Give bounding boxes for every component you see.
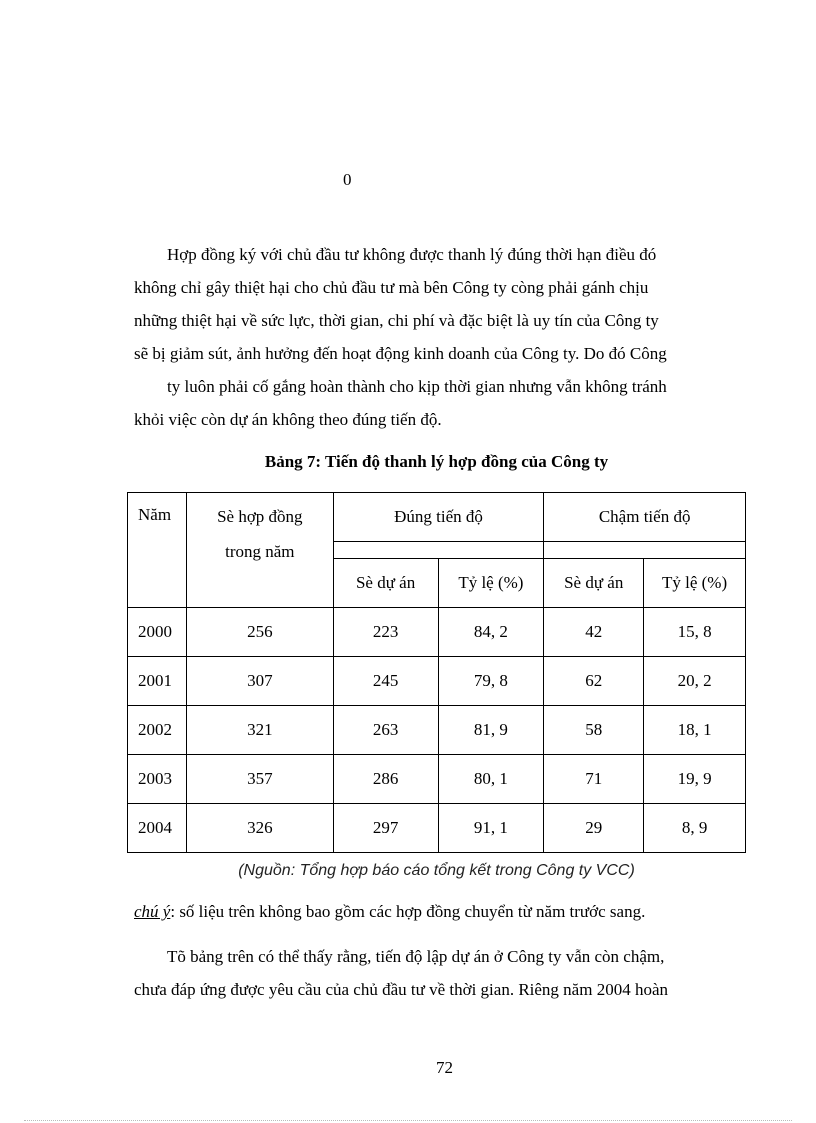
table-row bbox=[128, 608, 746, 657]
cell-late-ratio: 20, 2 bbox=[644, 657, 746, 706]
cell-late-ratio: 15, 8 bbox=[644, 608, 746, 657]
header-ontime: Đúng tiến độ bbox=[333, 493, 544, 542]
paragraph-1-line: Hợp đồng ký với chủ đầu tư không được thanh lý đúng thời hạn điều đó bbox=[167, 245, 657, 264]
footnote bbox=[134, 902, 645, 922]
cell-late-projects: 58 bbox=[544, 706, 644, 755]
cell-year: 2002 bbox=[128, 706, 187, 755]
header-ontime-ratio: Tỷ lệ (%) bbox=[438, 559, 544, 608]
paragraph-1 bbox=[134, 238, 739, 436]
cell-ontime-projects: 245 bbox=[333, 657, 438, 706]
cell-year: 2000 bbox=[128, 608, 187, 657]
cell-late-projects: 71 bbox=[544, 755, 644, 804]
paragraph-1-line: không chỉ gây thiệt hại cho chủ đầu tư mà bên Công ty còng phải gánh chịu bbox=[134, 278, 649, 297]
table-row bbox=[128, 657, 746, 706]
table-row bbox=[128, 755, 746, 804]
page-number: 72 bbox=[436, 1058, 453, 1077]
table-row bbox=[128, 706, 746, 755]
cell-year: 2004 bbox=[128, 804, 187, 853]
cell-year: 2001 bbox=[128, 657, 187, 706]
cell-year: 2003 bbox=[128, 755, 187, 804]
cell-count: 326 bbox=[186, 804, 333, 853]
source-note: (Nguồn: Tổng hợp báo cáo tổng kết trong Công ty VCC) bbox=[238, 862, 635, 879]
cell-ontime-ratio: 80, 1 bbox=[438, 755, 544, 804]
cell-count: 321 bbox=[186, 706, 333, 755]
cell-ontime-projects: 223 bbox=[333, 608, 438, 657]
cell-late-projects: 62 bbox=[544, 657, 644, 706]
cell-ontime-projects: 286 bbox=[333, 755, 438, 804]
contract-progress-table bbox=[127, 492, 746, 853]
paragraph-1-line: khỏi việc còn dự án không theo đúng tiến độ. bbox=[134, 410, 442, 429]
cell-late-ratio: 8, 9 bbox=[644, 804, 746, 853]
cell-ontime-ratio: 91, 1 bbox=[438, 804, 544, 853]
cell-count: 357 bbox=[186, 755, 333, 804]
cell-ontime-projects: 297 bbox=[333, 804, 438, 853]
paragraph-1-line: sẽ bị giảm sút, ảnh hưởng đến hoạt động kinh doanh của Công ty. Do đó Công bbox=[134, 344, 667, 363]
header-late-ratio: Tỷ lệ (%) bbox=[644, 559, 746, 608]
paragraph-2-line: chưa đáp ứng được yêu cầu của chủ đầu tư về thời gian. Riêng năm 2004 hoàn bbox=[134, 980, 668, 999]
page-bottom-divider bbox=[24, 1120, 792, 1121]
header-count-2: trong năm bbox=[186, 542, 333, 608]
header-year: Năm bbox=[128, 493, 187, 608]
cell-ontime-ratio: 79, 8 bbox=[438, 657, 544, 706]
header-spacer bbox=[333, 542, 544, 559]
paragraph-2 bbox=[134, 940, 739, 1006]
header-late: Chậm tiến độ bbox=[544, 493, 746, 542]
table-row bbox=[128, 804, 746, 853]
header-spacer bbox=[544, 542, 746, 559]
header-late-projects: Sè dự án bbox=[544, 559, 644, 608]
cell-ontime-projects: 263 bbox=[333, 706, 438, 755]
footnote-text: : số liệu trên không bao gồm các hợp đồng chuyển từ năm trước sang. bbox=[170, 902, 646, 921]
table-caption: Bảng 7: Tiến độ thanh lý hợp đồng của Công ty bbox=[264, 452, 609, 471]
cell-ontime-ratio: 81, 9 bbox=[438, 706, 544, 755]
cell-count: 307 bbox=[186, 657, 333, 706]
cell-late-ratio: 19, 9 bbox=[644, 755, 746, 804]
paragraph-1-line: những thiệt hại về sức lực, thời gian, chi phí và đặc biệt là uy tín của Công ty bbox=[134, 311, 659, 330]
cell-count: 256 bbox=[186, 608, 333, 657]
top-number: 0 bbox=[343, 170, 352, 189]
cell-late-projects: 29 bbox=[544, 804, 644, 853]
cell-ontime-ratio: 84, 2 bbox=[438, 608, 544, 657]
cell-late-projects: 42 bbox=[544, 608, 644, 657]
paragraph-2-line: Tõ bảng trên có thể thấy rằng, tiến độ lập dự án ở Công ty vẫn còn chậm, bbox=[167, 947, 665, 966]
cell-late-ratio: 18, 1 bbox=[644, 706, 746, 755]
header-count-1: Sè hợp đồng bbox=[186, 493, 333, 542]
header-ontime-projects: Sè dự án bbox=[333, 559, 438, 608]
paragraph-1-line: ty luôn phải cố gắng hoàn thành cho kịp thời gian nhưng vẫn không tránh bbox=[167, 377, 667, 396]
footnote-label: chú ý bbox=[134, 902, 171, 921]
